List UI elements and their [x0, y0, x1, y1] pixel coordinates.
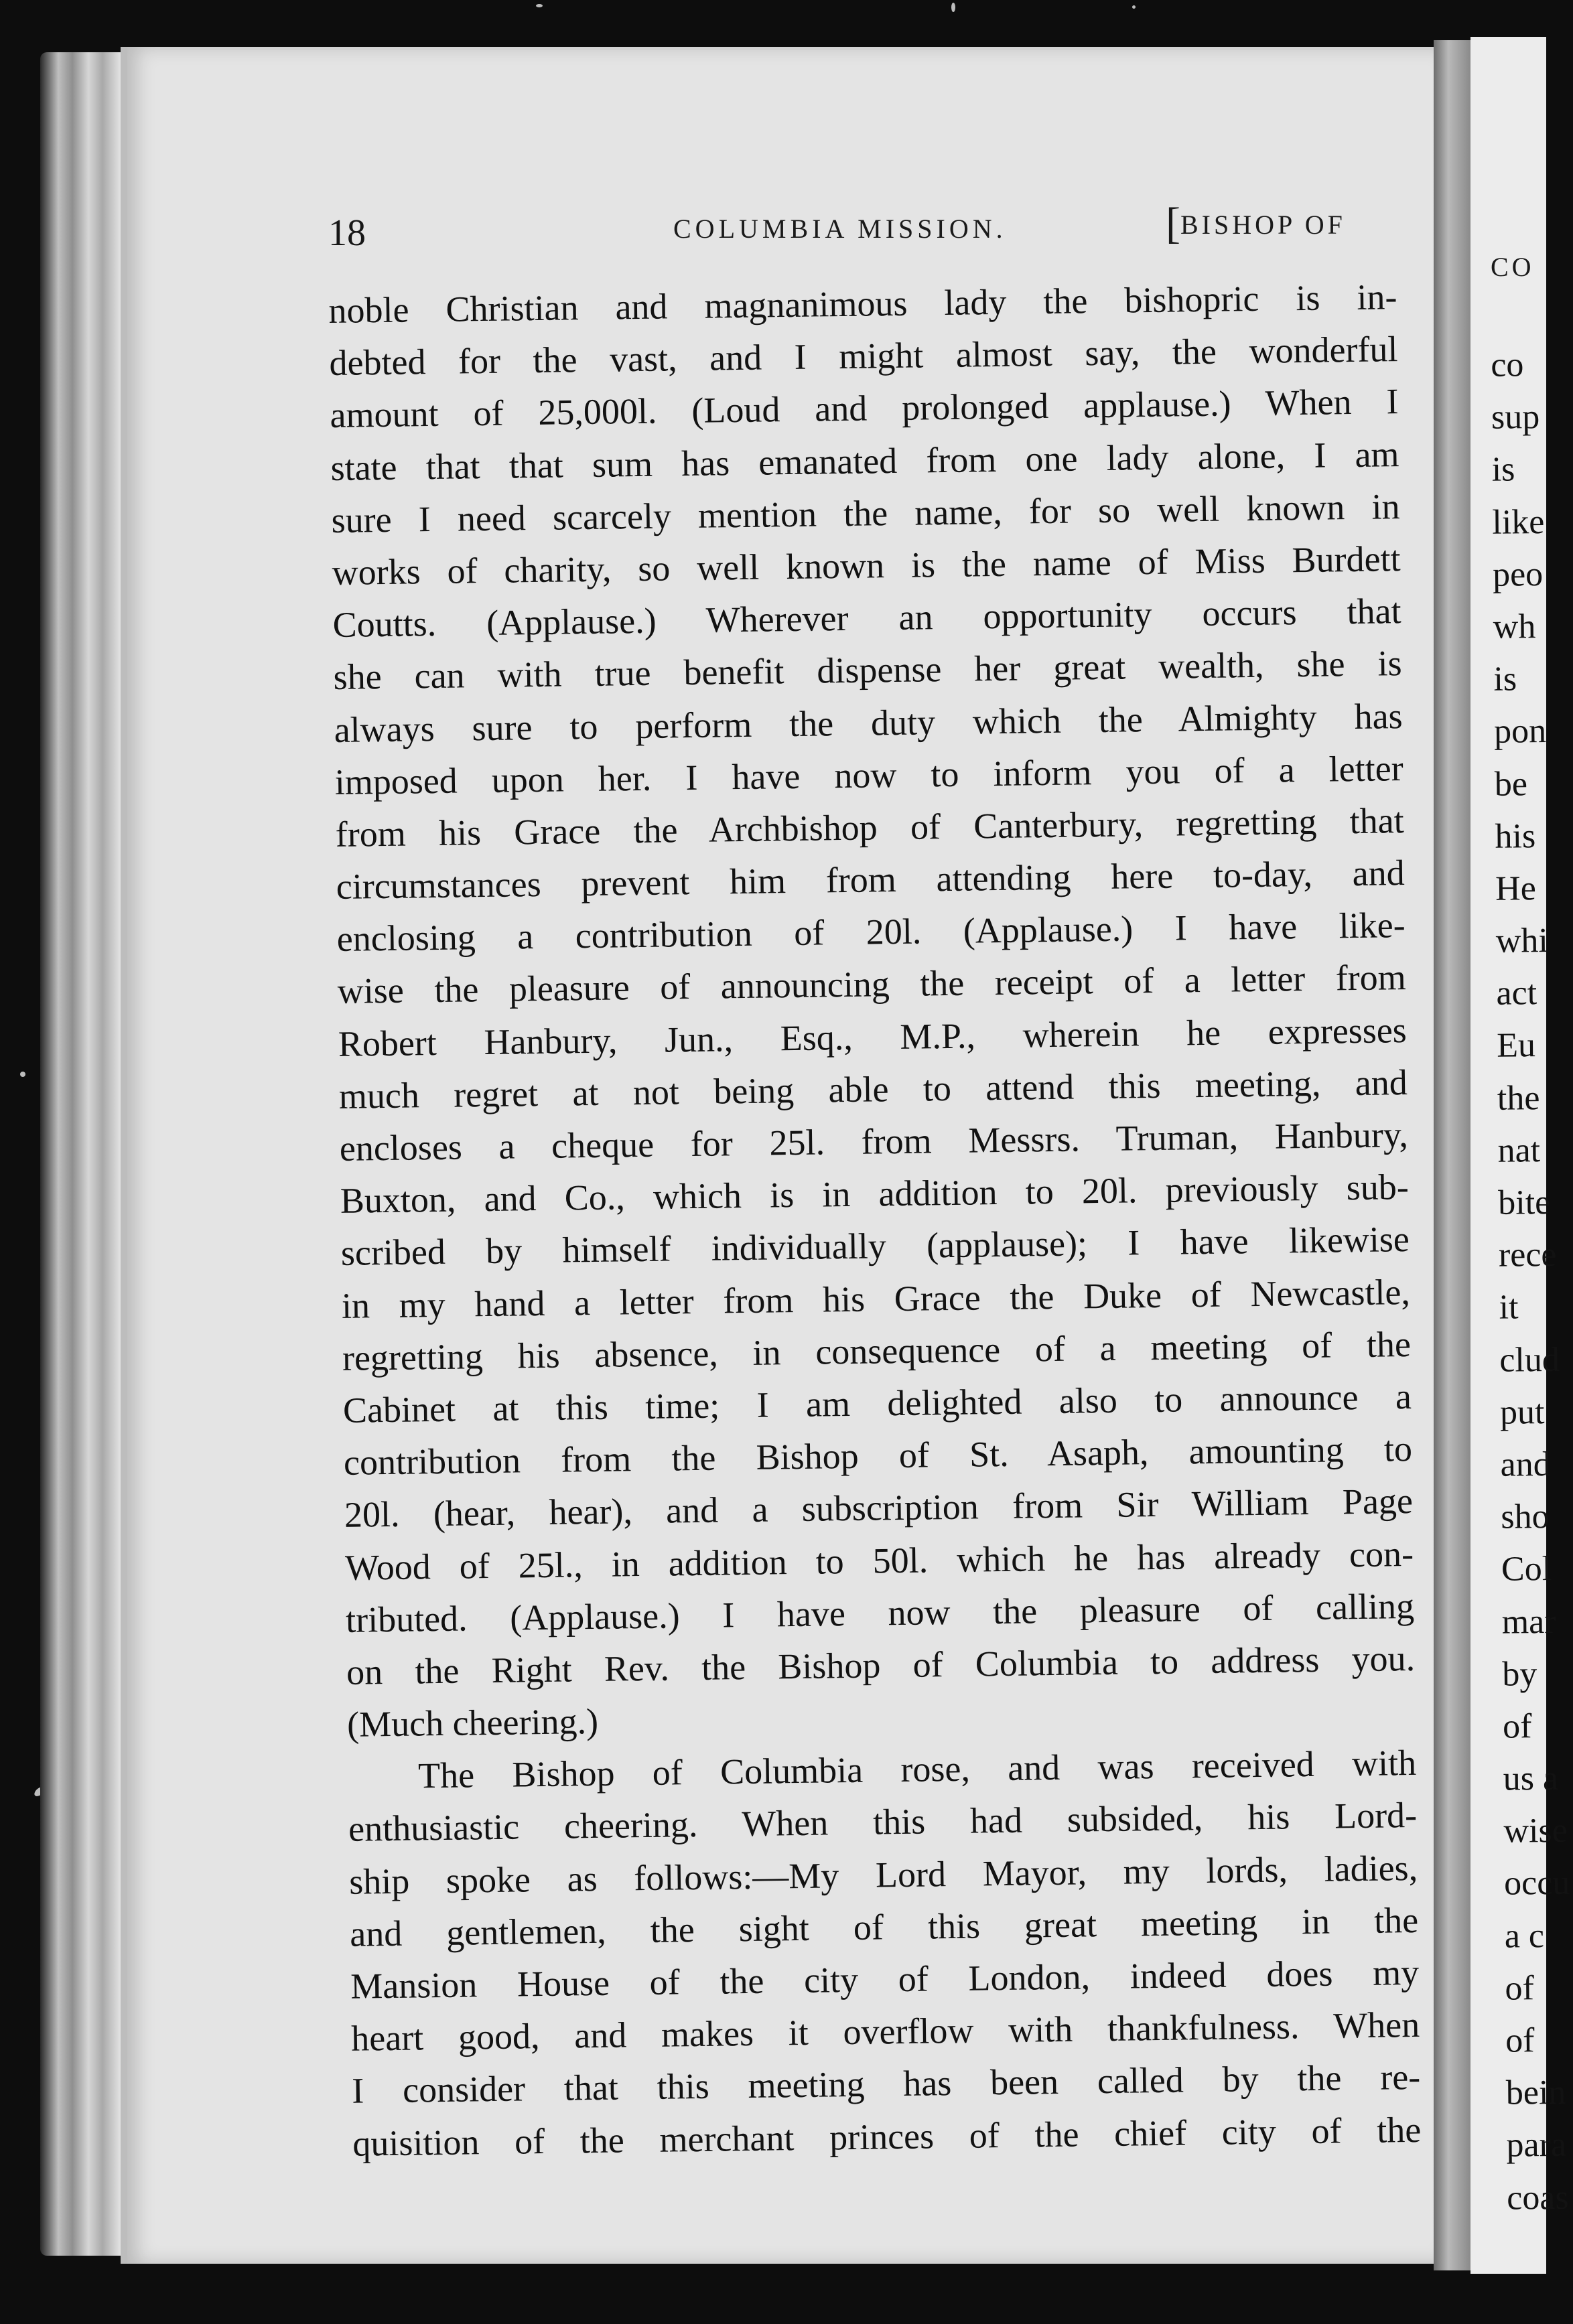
text-line: sure I need scarcely mention the name, for so well known in	[331, 486, 1400, 540]
right-text-line: of	[1502, 1707, 1532, 1746]
text-line: Wood of 25l., in addition to 50l. which he has already con-	[344, 1533, 1414, 1588]
text-line: Coutts. (Applause.) Wherever an opportunity occurs that	[332, 591, 1401, 646]
right-text-line: clud	[1499, 1340, 1560, 1380]
text-line: she can with true benefit dispense her great wealth, she is	[333, 643, 1402, 698]
right-page-text	[1471, 339, 1573, 2225]
text-line: The Bishop of Columbia rose, and was received with	[417, 1743, 1417, 1796]
running-bracket: [	[1166, 199, 1180, 248]
right-text-line: Eu	[1496, 1026, 1536, 1066]
text-line: from his Grace the Archbishop of Canterbury, regretting that	[335, 800, 1405, 855]
text-line: Mansion House of the city of London, indeed does my	[350, 1952, 1420, 2007]
right-text-line: his	[1495, 816, 1536, 856]
right-text-line: bite	[1498, 1183, 1551, 1222]
text-line: enclosing a contribution of 20l. (Applause.) I have like-	[336, 905, 1406, 960]
text-line: heart good, and makes it overflow with thankfulness. When	[350, 2005, 1420, 2059]
text-line: Buxton, and Co., which is in addition to 20l. previously sub-	[340, 1167, 1410, 1222]
text-line: Cabinet at this time; I am delighted also to announce a	[342, 1376, 1412, 1431]
right-text-line: sho	[1501, 1498, 1550, 1536]
text-line: noble Christian and magnanimous lady the bishopric is in-	[328, 277, 1397, 331]
text-line: enthusiastic cheering. When this had subsided, his Lord-	[348, 1795, 1418, 1850]
right-text-line: us a	[1503, 1759, 1559, 1798]
right-text-line: bein	[1505, 2074, 1566, 2112]
right-text-line: co	[1491, 346, 1524, 384]
right-text-line: Col	[1501, 1550, 1552, 1589]
right-page-fragment	[1471, 37, 1570, 2274]
text-line: in my hand a letter from his Grace the Duke of Newcastle,	[341, 1271, 1411, 1326]
text-line: tributed. (Applause.) I have now the pleasure of calling	[345, 1585, 1415, 1640]
right-text-line: of	[1505, 1969, 1535, 2008]
running-title-right-text: BISHOP OF	[1180, 210, 1346, 240]
text-line: circumstances prevent him from attending here to-day, and	[336, 853, 1406, 907]
right-text-line: a c	[1504, 1916, 1545, 1956]
text-line: wise the pleasure of announcing the receipt of a letter from	[337, 957, 1407, 1012]
text-line: state that that sum has emanated from one lady alone, I am	[330, 433, 1399, 488]
text-line: works of charity, so well known is the name of Miss Burdett	[332, 538, 1401, 593]
right-text-line: and	[1500, 1445, 1552, 1484]
running-title: COLUMBIA MISSION.	[673, 214, 1007, 244]
text-line: on the Right Rev. the Bishop of Columbia to address you.	[346, 1638, 1416, 1692]
page-body	[328, 271, 1422, 2169]
right-text-line: peo	[1492, 555, 1544, 594]
text-line: imposed upon her. I have now to inform you of a letter	[334, 747, 1404, 802]
right-text-line: pon	[1493, 712, 1547, 751]
text-line: amount of 25,000l. (Loud and prolonged applause.) When I	[330, 381, 1399, 436]
right-text-line: whi	[1495, 922, 1549, 960]
text-line: always sure to perform the duty which the Almighty has	[334, 695, 1403, 750]
right-text-line: it	[1499, 1288, 1519, 1327]
right-text-line: by	[1502, 1654, 1537, 1694]
right-text-line: coas	[1506, 2178, 1569, 2218]
text-line: and gentlemen, the sight of this great meeting in the	[349, 1899, 1419, 1954]
right-text-line: is	[1493, 660, 1517, 699]
text-line: quisition of the merchant princes of the chief city of the	[352, 2109, 1422, 2164]
right-text-line: wh	[1493, 607, 1536, 646]
right-text-line: sup	[1491, 398, 1540, 437]
text-line: (Much cheering.)	[346, 1700, 599, 1745]
right-text-line: is	[1491, 450, 1515, 490]
right-text-line: rece	[1498, 1236, 1557, 1275]
text-line: I consider that this meeting has been called by the re-	[351, 2057, 1421, 2112]
text-line: 20l. (hear, hear), and a subscription from Sir William Page	[344, 1481, 1414, 1536]
text-line: debted for the vast, and I might almost say, the wonderful	[329, 329, 1398, 384]
right-text-line: nat	[1497, 1131, 1541, 1170]
right-text-line: wise	[1503, 1812, 1568, 1850]
text-line: regretting his absence, in consequence of a meeting of the	[342, 1323, 1412, 1378]
text-line: scribed by himself individually (applause); I have likewise	[340, 1219, 1410, 1274]
right-text-line: mar	[1501, 1602, 1556, 1642]
right-text-line: para	[1506, 2126, 1567, 2165]
text-line: Robert Hanbury, Jun., Esq., M.P., wherein he expresses	[338, 1009, 1408, 1064]
right-text-line: the	[1497, 1078, 1540, 1118]
text-line: contribution from the Bishop of St. Asaph, amounting to	[343, 1429, 1413, 1483]
right-text-line: like	[1492, 502, 1545, 542]
right-text-line: occu	[1503, 1864, 1570, 1903]
text-line: ship spoke as follows:—My Lord Mayor, my lords, ladies,	[348, 1847, 1418, 1902]
right-running-head: CO	[1491, 252, 1535, 282]
text-line: much regret at not being able to attend this meeting, and	[338, 1062, 1408, 1116]
right-text-line: be	[1494, 764, 1528, 804]
page-gutter	[1434, 40, 1471, 2270]
running-title-right	[1166, 198, 1346, 249]
right-text-line: put	[1499, 1392, 1545, 1432]
right-text-line: act	[1496, 974, 1537, 1013]
right-text-line: He	[1495, 869, 1537, 908]
text-line: encloses a cheque for 25l. from Messrs. Truman, Hanbury,	[339, 1114, 1409, 1169]
page-number: 18	[328, 212, 366, 254]
right-text-line: of	[1505, 2021, 1535, 2060]
